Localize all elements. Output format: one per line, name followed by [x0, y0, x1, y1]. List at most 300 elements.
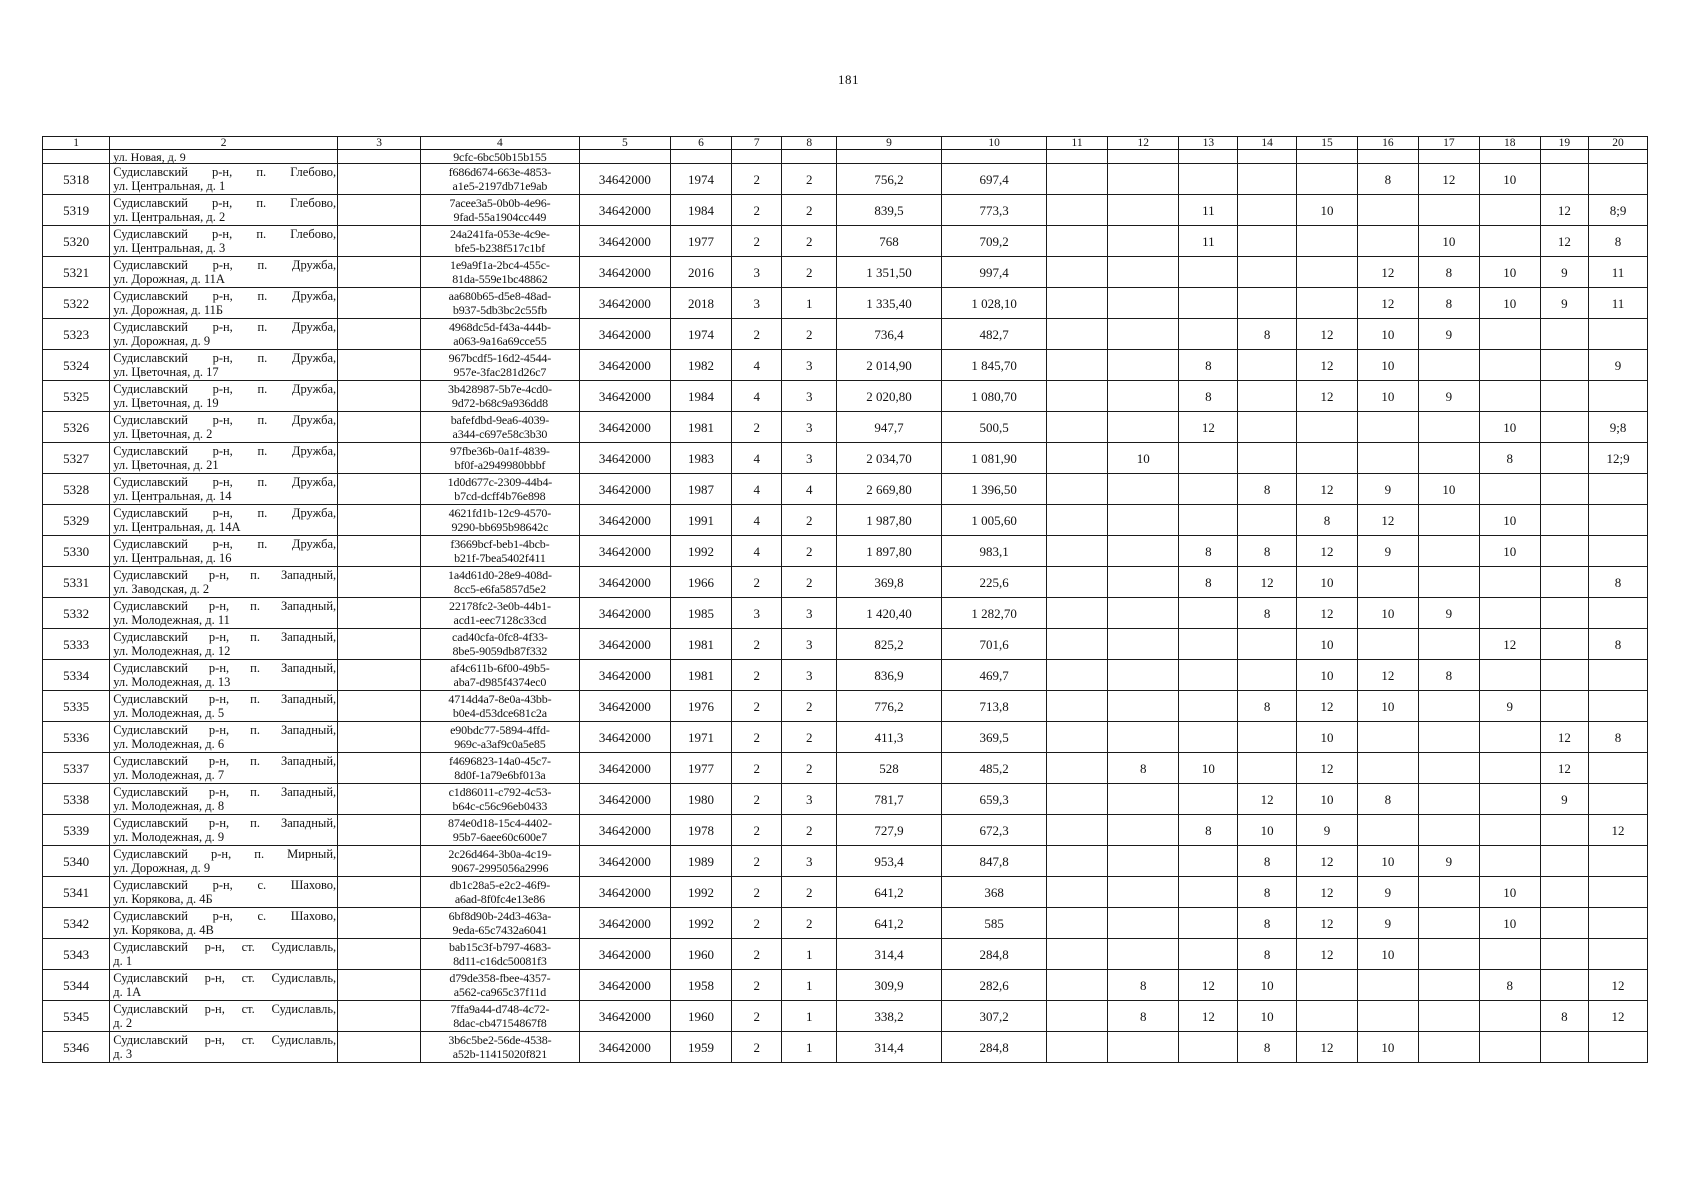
- cell-col9: 369,8: [837, 567, 942, 598]
- column-header-19: 19: [1540, 137, 1588, 150]
- cell-address: [110, 753, 338, 784]
- cell-col15: [1297, 257, 1358, 288]
- cell-col16: 12: [1357, 660, 1418, 691]
- cell-id: 5329: [43, 505, 110, 536]
- cell-col10: 369,5: [942, 722, 1047, 753]
- address-line-1: Судиславский р-н, п. Дружба,: [113, 289, 337, 303]
- cell-col9: 947,7: [837, 412, 942, 443]
- table-row: [43, 939, 1648, 970]
- cell-address: [110, 381, 338, 412]
- cell-col10: 773,3: [942, 195, 1047, 226]
- cell-col13: 12: [1179, 970, 1238, 1001]
- cell-col7: 2: [732, 1032, 782, 1063]
- cell-col18: [1479, 567, 1540, 598]
- address-line-1: Судиславский р-н, п. Западный,: [113, 568, 337, 582]
- cell-address: [110, 319, 338, 350]
- cell-address: [110, 443, 338, 474]
- cell-col12: 10: [1108, 443, 1179, 474]
- uuid-line-2: a52b-11415020f821: [452, 1047, 548, 1061]
- cell-col7: 4: [732, 474, 782, 505]
- column-header-12: 12: [1108, 137, 1179, 150]
- cell-col9: 2 020,80: [837, 381, 942, 412]
- table-row: [43, 629, 1648, 660]
- cell-col9: 309,9: [837, 970, 942, 1001]
- address-line-1: Судиславский р-н, п. Западный,: [113, 816, 337, 830]
- cell-col15: 12: [1297, 474, 1358, 505]
- cell-col7: 2: [732, 722, 782, 753]
- cell-year: 1991: [671, 505, 732, 536]
- cell-id: 5324: [43, 350, 110, 381]
- uuid-line-2: 8d11-c16dc50081f3: [453, 954, 547, 968]
- cell-col17: 9: [1418, 381, 1479, 412]
- cell-col8: 1: [782, 970, 837, 1001]
- uuid-line-2: acd1-eec7128c33cd: [453, 613, 547, 627]
- cell-col3: [338, 567, 421, 598]
- cell-col19: [1540, 908, 1588, 939]
- cell-year: 1960: [671, 939, 732, 970]
- cell-id: 5325: [43, 381, 110, 412]
- cell-col10: 368: [942, 877, 1047, 908]
- cell-col15: 12: [1297, 939, 1358, 970]
- cell-col15: 10: [1297, 660, 1358, 691]
- address-line-1: Судиславский р-н, п. Западный,: [113, 692, 337, 706]
- cell-col5: [579, 150, 670, 164]
- cell-year: 1984: [671, 195, 732, 226]
- uuid-line-2: 8d0f-1a79e6bf013a: [454, 768, 546, 782]
- cell-col16: [1357, 970, 1418, 1001]
- column-header-4: 4: [421, 137, 580, 150]
- cell-col9: 2 014,90: [837, 350, 942, 381]
- cell-id: 5323: [43, 319, 110, 350]
- address-line-2: ул. Молодежная, д. 8: [113, 799, 225, 813]
- column-header-13: 13: [1179, 137, 1238, 150]
- column-header-17: 17: [1418, 137, 1479, 150]
- cell-address: [110, 567, 338, 598]
- cell-col13: [1179, 288, 1238, 319]
- cell-col13: 8: [1179, 567, 1238, 598]
- cell-col9: 314,4: [837, 1032, 942, 1063]
- cell-col10: 1 081,90: [942, 443, 1047, 474]
- cell-year: 1992: [671, 908, 732, 939]
- uuid-line-2: 969c-a3af9c0a5e85: [454, 737, 546, 751]
- cell-col18: 10: [1479, 412, 1540, 443]
- cell-address: [110, 164, 338, 195]
- cell-col12: [1108, 412, 1179, 443]
- cell-col12: [1108, 474, 1179, 505]
- uuid-line-1: c1d86011-c792-4c53-: [448, 785, 552, 799]
- cell-uuid: [421, 1032, 580, 1063]
- address-line-2: ул. Центральная, д. 14А: [113, 520, 241, 534]
- registry-table: [42, 136, 1648, 1063]
- cell-col3: [338, 474, 421, 505]
- uuid-line-1: 2c26d464-3b0a-4c19-: [448, 847, 552, 861]
- table-row: [43, 226, 1648, 257]
- cell-col9: 776,2: [837, 691, 942, 722]
- cell-col3: [338, 1001, 421, 1032]
- address-line-1: Судиславский р-н, п. Западный,: [113, 599, 337, 613]
- cell-col13: 10: [1179, 753, 1238, 784]
- cell-col14: [1238, 350, 1297, 381]
- cell-col14: [1238, 150, 1297, 164]
- cell-uuid: [421, 381, 580, 412]
- cell-year: 1960: [671, 1001, 732, 1032]
- cell-col10: 500,5: [942, 412, 1047, 443]
- uuid-line-1: d79de358-fbee-4357-: [449, 971, 551, 985]
- uuid-line-2: a6ad-8f0fc4e13e86: [454, 892, 545, 906]
- cell-address: [110, 939, 338, 970]
- cell-code: 34642000: [579, 505, 670, 536]
- cell-col16: [1357, 150, 1418, 164]
- uuid-line-2: 81da-559e1bc48862: [452, 272, 548, 286]
- cell-col11: [1047, 691, 1108, 722]
- cell-code: 34642000: [579, 784, 670, 815]
- cell-col14: [1238, 195, 1297, 226]
- uuid-line-1: aa680b65-d5e8-48ad-: [448, 289, 552, 303]
- cell-col7: 4: [732, 536, 782, 567]
- cell-col20: [1589, 877, 1648, 908]
- cell-id: 5328: [43, 474, 110, 505]
- cell-col11: [1047, 381, 1108, 412]
- cell-year: 1959: [671, 1032, 732, 1063]
- address-line-1: Судиславский р-н, п. Дружба,: [113, 444, 337, 458]
- cell-col19: 12: [1540, 226, 1588, 257]
- cell-id: 5335: [43, 691, 110, 722]
- cell-col17: [1418, 784, 1479, 815]
- cell-col15: 10: [1297, 629, 1358, 660]
- cell-col19: [1540, 691, 1588, 722]
- uuid-line-1: af4c611b-6f00-49b5-: [450, 661, 550, 675]
- cell-id: 5340: [43, 846, 110, 877]
- cell-col19: [1540, 815, 1588, 846]
- cell-col17: 9: [1418, 846, 1479, 877]
- cell-col3: [338, 1032, 421, 1063]
- cell-col3: [338, 722, 421, 753]
- cell-code: 34642000: [579, 815, 670, 846]
- cell-year: 1989: [671, 846, 732, 877]
- cell-uuid: [421, 350, 580, 381]
- cell-uuid: [421, 195, 580, 226]
- cell-col9: 1 335,40: [837, 288, 942, 319]
- cell-col12: [1108, 691, 1179, 722]
- cell-col10: 282,6: [942, 970, 1047, 1001]
- cell-col10: 284,8: [942, 939, 1047, 970]
- uuid-line-1: e90bdc77-5894-4ffd-: [450, 723, 550, 737]
- cell-code: 34642000: [579, 257, 670, 288]
- cell-col3: [338, 908, 421, 939]
- cell-col12: 8: [1108, 753, 1179, 784]
- cell-col3: [338, 150, 421, 164]
- cell-col10: 284,8: [942, 1032, 1047, 1063]
- cell-col17: 8: [1418, 288, 1479, 319]
- cell-col10: 307,2: [942, 1001, 1047, 1032]
- column-header-8: 8: [782, 137, 837, 150]
- uuid-line-1: 4968dc5d-f43a-444b-: [449, 320, 551, 334]
- cell-col3: [338, 164, 421, 195]
- cell-col9: [837, 150, 942, 164]
- cell-col7: 2: [732, 567, 782, 598]
- cell-col13: [1179, 319, 1238, 350]
- cell-col8: 3: [782, 598, 837, 629]
- cell-col20: [1589, 1032, 1648, 1063]
- cell-col13: 8: [1179, 815, 1238, 846]
- cell-col17: [1418, 350, 1479, 381]
- uuid-line-1: 7acee3a5-0b0b-4e96-: [449, 196, 551, 210]
- cell-col10: 585: [942, 908, 1047, 939]
- cell-col13: [1179, 150, 1238, 164]
- cell-col17: 8: [1418, 660, 1479, 691]
- cell-uuid: [421, 660, 580, 691]
- cell-uuid: [421, 226, 580, 257]
- cell-col16: 10: [1357, 598, 1418, 629]
- cell-col15: 12: [1297, 1032, 1358, 1063]
- cell-col20: 11: [1589, 288, 1648, 319]
- cell-col3: [338, 257, 421, 288]
- address-line-1: Судиславский р-н, п. Западный,: [113, 785, 337, 799]
- cell-col10: 1 028,10: [942, 288, 1047, 319]
- cell-col7: 4: [732, 381, 782, 412]
- cell-col13: [1179, 908, 1238, 939]
- cell-id: [43, 150, 110, 164]
- cell-address: [110, 257, 338, 288]
- cell-col9: 641,2: [837, 877, 942, 908]
- uuid-line-1: cad40cfa-0fc8-4f33-: [452, 630, 548, 644]
- cell-col3: [338, 629, 421, 660]
- cell-col3: [338, 536, 421, 567]
- uuid-line-2: 9290-bb695b98642c: [451, 520, 549, 534]
- uuid-line-2: b7cd-dcff4b76e898: [454, 489, 546, 503]
- cell-col19: [1540, 629, 1588, 660]
- cell-col15: 10: [1297, 784, 1358, 815]
- cell-address: [110, 908, 338, 939]
- cell-col17: [1418, 815, 1479, 846]
- uuid-line-1: f686d674-663e-4853-: [448, 165, 552, 179]
- cell-col10: 469,7: [942, 660, 1047, 691]
- cell-col12: [1108, 226, 1179, 257]
- table-row: [43, 908, 1648, 939]
- cell-col16: 10: [1357, 350, 1418, 381]
- cell-id: 5346: [43, 1032, 110, 1063]
- cell-code: 34642000: [579, 939, 670, 970]
- cell-col3: [338, 350, 421, 381]
- uuid-line-2: 95b7-6aee60c600e7: [452, 830, 547, 844]
- table-row: [43, 319, 1648, 350]
- cell-col8: 2: [782, 753, 837, 784]
- cell-col7: 2: [732, 629, 782, 660]
- cell-col8: 2: [782, 908, 837, 939]
- uuid-line-2: a562-ca965c37f11d: [453, 985, 547, 999]
- cell-year: 1977: [671, 753, 732, 784]
- cell-col13: [1179, 629, 1238, 660]
- cell-col7: 2: [732, 846, 782, 877]
- cell-address: [110, 474, 338, 505]
- cell-col7: 2: [732, 908, 782, 939]
- cell-col13: [1179, 691, 1238, 722]
- cell-col9: 756,2: [837, 164, 942, 195]
- cell-col11: [1047, 908, 1108, 939]
- cell-col16: 12: [1357, 505, 1418, 536]
- address-line-1: Судиславский р-н, п. Мирный,: [113, 847, 337, 861]
- address-line-2: ул. Центральная, д. 1: [113, 179, 226, 193]
- cell-col16: [1357, 412, 1418, 443]
- cell-col8: 3: [782, 350, 837, 381]
- cell-address: [110, 629, 338, 660]
- cell-col14: [1238, 505, 1297, 536]
- cell-col18: [1479, 815, 1540, 846]
- cell-uuid: [421, 722, 580, 753]
- continuation-row: [43, 150, 1648, 164]
- address-line-2: ул. Центральная, д. 3: [113, 241, 226, 255]
- address-line-2: ул. Центральная, д. 14: [113, 489, 232, 503]
- cell-col10: 847,8: [942, 846, 1047, 877]
- cell-col19: [1540, 660, 1588, 691]
- cell-col19: [1540, 350, 1588, 381]
- uuid-line-1: f3669bcf-beb1-4bcb-: [450, 537, 550, 551]
- cell-col11: [1047, 443, 1108, 474]
- cell-col7: 3: [732, 598, 782, 629]
- cell-col8: 2: [782, 319, 837, 350]
- cell-col8: 2: [782, 567, 837, 598]
- cell-code: 34642000: [579, 319, 670, 350]
- cell-col14: [1238, 257, 1297, 288]
- table-row: [43, 815, 1648, 846]
- cell-col11: [1047, 319, 1108, 350]
- cell-col17: [1418, 536, 1479, 567]
- cell-year: 1992: [671, 877, 732, 908]
- uuid-line-1: bab15c3f-b797-4683-: [449, 940, 551, 954]
- cell-col12: [1108, 660, 1179, 691]
- cell-address: [110, 784, 338, 815]
- cell-code: 34642000: [579, 970, 670, 1001]
- cell-col19: [1540, 381, 1588, 412]
- cell-col12: [1108, 505, 1179, 536]
- cell-col15: 12: [1297, 350, 1358, 381]
- cell-col3: [338, 846, 421, 877]
- cell-col18: [1479, 753, 1540, 784]
- address-line-1: Судиславский р-н, п. Дружба,: [113, 351, 337, 365]
- cell-col3: [338, 939, 421, 970]
- cell-col14: 12: [1238, 784, 1297, 815]
- table-row: [43, 691, 1648, 722]
- cell-col9: 528: [837, 753, 942, 784]
- cell-col17: 10: [1418, 226, 1479, 257]
- cell-col10: 697,4: [942, 164, 1047, 195]
- cell-id: 5319: [43, 195, 110, 226]
- cell-col16: 12: [1357, 257, 1418, 288]
- address-line-1: Судиславский р-н, п. Глебово,: [113, 196, 337, 210]
- cell-col18: [1479, 350, 1540, 381]
- cell-col14: [1238, 412, 1297, 443]
- cell-id: 5336: [43, 722, 110, 753]
- cell-col20: 8: [1589, 629, 1648, 660]
- cell-col16: 12: [1357, 288, 1418, 319]
- uuid-line-2: a344-c697e58c3b30: [452, 427, 548, 441]
- cell-id: 5337: [43, 753, 110, 784]
- cell-col19: [1540, 598, 1588, 629]
- table-row: [43, 598, 1648, 629]
- address-line-1: Судиславский р-н, п. Дружба,: [113, 506, 337, 520]
- cell-code: 34642000: [579, 350, 670, 381]
- address-line-1: Судиславский р-н, ст. Судиславль,: [113, 940, 337, 954]
- uuid-line-1: 97fbe36b-0a1f-4839-: [450, 444, 550, 458]
- cell-col11: [1047, 877, 1108, 908]
- cell-col16: 9: [1357, 908, 1418, 939]
- cell-uuid: [421, 536, 580, 567]
- cell-col11: [1047, 598, 1108, 629]
- address-line-2: д. 2: [113, 1016, 133, 1030]
- cell-col16: [1357, 629, 1418, 660]
- cell-col20: [1589, 474, 1648, 505]
- cell-code: 34642000: [579, 753, 670, 784]
- cell-col18: [1479, 226, 1540, 257]
- column-header-9: 9: [837, 137, 942, 150]
- cell-col3: [338, 598, 421, 629]
- address-line-1: Судиславский р-н, ст. Судиславль,: [113, 1002, 337, 1016]
- cell-code: 34642000: [579, 288, 670, 319]
- uuid-line-2: b0e4-d53dce681c2a: [452, 706, 547, 720]
- cell-col20: 12: [1589, 815, 1648, 846]
- cell-col18: 9: [1479, 691, 1540, 722]
- table-row: [43, 257, 1648, 288]
- cell-col16: 8: [1357, 164, 1418, 195]
- cell-col6: [671, 150, 732, 164]
- cell-col19: [1540, 567, 1588, 598]
- cell-col17: [1418, 629, 1479, 660]
- cell-col12: [1108, 567, 1179, 598]
- cell-col19: [1540, 970, 1588, 1001]
- uuid-line-1: 1e9a9f1a-2bc4-455c-: [450, 258, 550, 272]
- cell-col14: [1238, 381, 1297, 412]
- cell-col17: 10: [1418, 474, 1479, 505]
- cell-id: 5326: [43, 412, 110, 443]
- column-header-10: 10: [942, 137, 1047, 150]
- address-line-2: ул. Цветочная, д. 2: [113, 427, 213, 441]
- column-header-15: 15: [1297, 137, 1358, 150]
- cell-col18: 10: [1479, 536, 1540, 567]
- cell-col17: [1418, 753, 1479, 784]
- cell-address: [110, 877, 338, 908]
- cell-col10: 1 396,50: [942, 474, 1047, 505]
- cell-col9: 953,4: [837, 846, 942, 877]
- cell-col13: [1179, 257, 1238, 288]
- cell-col16: 10: [1357, 691, 1418, 722]
- column-header-11: 11: [1047, 137, 1108, 150]
- address-line-1: Судиславский р-н, п. Глебово,: [113, 165, 337, 179]
- cell-col8: 2: [782, 257, 837, 288]
- cell-col11: [1047, 257, 1108, 288]
- table-row: [43, 412, 1648, 443]
- cell-col12: [1108, 536, 1179, 567]
- cell-col10: 983,1: [942, 536, 1047, 567]
- uuid-line-1: 874e0d18-15c4-4402-: [448, 816, 552, 830]
- cell-col16: 9: [1357, 877, 1418, 908]
- cell-col17: [1418, 939, 1479, 970]
- cell-year: 1987: [671, 474, 732, 505]
- cell-col12: 8: [1108, 1001, 1179, 1032]
- cell-code: 34642000: [579, 722, 670, 753]
- cell-col10: 659,3: [942, 784, 1047, 815]
- uuid-line-1: 22178fc2-3e0b-44b1-: [449, 599, 551, 613]
- cell-col9: 314,4: [837, 939, 942, 970]
- cell-col8: 2: [782, 722, 837, 753]
- cell-col9: 641,2: [837, 908, 942, 939]
- address-line-2: ул. Цветочная, д. 17: [113, 365, 219, 379]
- address-line-2: ул. Молодежная, д. 7: [113, 768, 225, 782]
- cell-col12: [1108, 598, 1179, 629]
- cell-col20: [1589, 319, 1648, 350]
- uuid-line-1: 1d0d677c-2309-44b4-: [447, 475, 553, 489]
- cell-col9: 338,2: [837, 1001, 942, 1032]
- cell-col18: [1479, 150, 1540, 164]
